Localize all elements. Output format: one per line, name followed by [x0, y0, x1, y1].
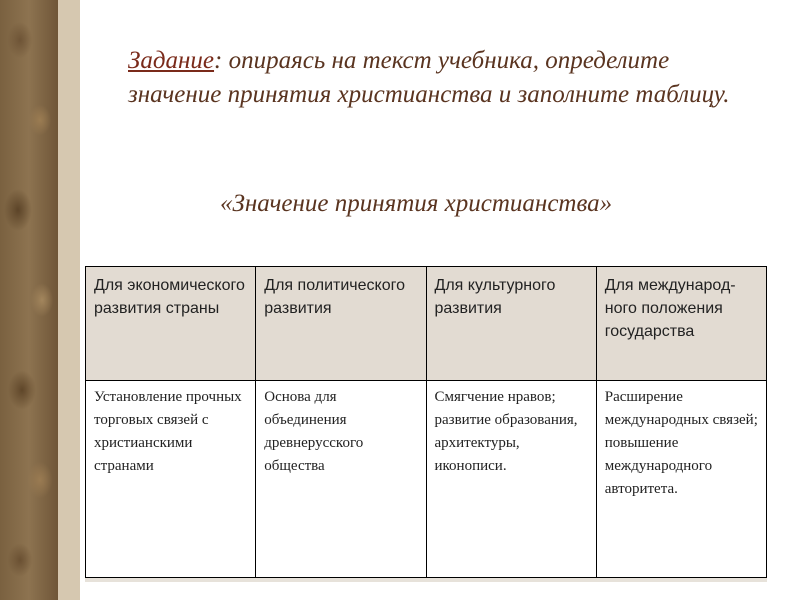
cell-political: Основа для объединения древнерусского общества: [256, 381, 426, 578]
header-political: Для политического развития: [256, 267, 426, 381]
cell-economic: Установление прочных торговых связей с христианскими странами: [86, 381, 256, 578]
task-body: : опираясь на текст учебника, определите значение принятия христианства и заполните таблицу.: [128, 47, 730, 108]
header-international: Для международ-ного положения государства: [596, 267, 766, 381]
table-row: [86, 381, 767, 578]
table-title: «Значение принятия христианства»: [220, 190, 613, 217]
cell-international: Расширение международных связей; повышение международного авторитета.: [596, 381, 766, 578]
decorative-left-band: [0, 0, 58, 600]
table-bottom-strip: [85, 578, 767, 582]
decorative-side-strip: [58, 0, 80, 600]
header-economic: Для экономического развития страны: [86, 267, 256, 381]
table-header-row: [86, 267, 767, 381]
task-label: Задание: [128, 47, 215, 74]
christianity-table: [85, 266, 767, 578]
header-cultural: Для культурного развития: [426, 267, 596, 381]
cell-cultural: Смягчение нравов; развитие образования, архитектуры, иконописи.: [426, 381, 596, 578]
task-text: [128, 44, 758, 112]
